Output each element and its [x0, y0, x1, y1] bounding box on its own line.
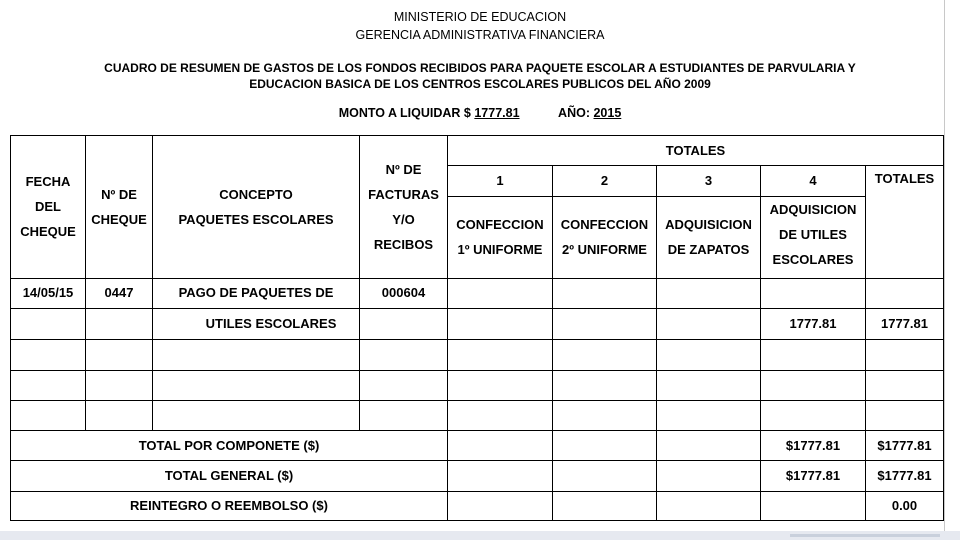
monto-line	[0, 106, 960, 120]
row1-cheque: 0447	[86, 278, 153, 308]
office-name: GERENCIA ADMINISTRATIVA FINANCIERA	[355, 28, 605, 42]
header-concepto: CONCEPTO PAQUETES ESCOLARES	[153, 136, 360, 279]
header-fecha: FECHA DEL CHEQUE	[11, 136, 86, 279]
expense-summary-table	[10, 135, 944, 521]
header-totales-col: TOTALES	[866, 166, 944, 278]
header-utiles: ADQUISICION DE UTILES ESCOLARES	[761, 196, 866, 278]
anio-label: AÑO:	[558, 106, 590, 120]
header-col-4: 4	[761, 166, 866, 196]
table-row	[11, 278, 944, 308]
monto-value: 1777.81	[474, 106, 520, 120]
row2-total: 1777.81	[866, 308, 944, 339]
row2-concepto: UTILES ESCOLARES	[153, 308, 360, 339]
total-general-label: TOTAL GENERAL ($)	[11, 461, 448, 491]
reintegro-total: 0.00	[866, 491, 944, 520]
table-row	[11, 370, 944, 400]
header-col-1: 1	[448, 166, 553, 196]
header-facturas: Nº DE FACTURAS Y/O RECIBOS	[360, 136, 448, 279]
total-componente-total: $1777.81	[866, 431, 944, 461]
table-row	[11, 308, 944, 339]
total-componente-row	[11, 431, 944, 461]
header-confeccion-2: CONFECCION 2º UNIFORME	[553, 196, 657, 278]
header-cheque: Nº DE CHEQUE	[86, 136, 153, 279]
header-col-2: 2	[553, 166, 657, 196]
row2-col4: 1777.81	[761, 308, 866, 339]
document-title-line2: EDUCACION BASICA DE LOS CENTROS ESCOLARES PUBLICOS DEL AÑO 2009	[249, 77, 711, 91]
row1-factura: 000604	[360, 278, 448, 308]
anio-value: 2015	[593, 106, 622, 120]
header-totales-group: TOTALES	[448, 136, 944, 166]
page-edge	[944, 0, 945, 540]
header-zapatos: ADQUISICION DE ZAPATOS	[657, 196, 761, 278]
total-general-row	[11, 461, 944, 491]
row1-concepto: PAGO DE PAQUETES DE	[153, 278, 360, 308]
document-title-line1: CUADRO DE RESUMEN DE GASTOS DE LOS FONDOS RECIBIDOS PARA PAQUETE ESCOLAR A ESTUDIANTES DE PARVULARIA Y	[104, 61, 856, 75]
table-row	[11, 400, 944, 430]
header-col-3: 3	[657, 166, 761, 196]
table-row	[11, 340, 944, 370]
total-general-col4: $1777.81	[761, 461, 866, 491]
total-componente-col4: $1777.81	[761, 431, 866, 461]
reintegro-label: REINTEGRO O REEMBOLSO ($)	[11, 491, 448, 520]
total-general-total: $1777.81	[866, 461, 944, 491]
reintegro-row	[11, 491, 944, 520]
ministry-name: MINISTERIO DE EDUCACION	[393, 10, 567, 24]
total-componente-label: TOTAL POR COMPONETE ($)	[11, 431, 448, 461]
monto-label: MONTO A LIQUIDAR $	[338, 106, 471, 120]
header-confeccion-1: CONFECCION 1º UNIFORME	[448, 196, 553, 278]
bottom-mark	[790, 534, 940, 537]
row1-fecha: 14/05/15	[11, 278, 86, 308]
